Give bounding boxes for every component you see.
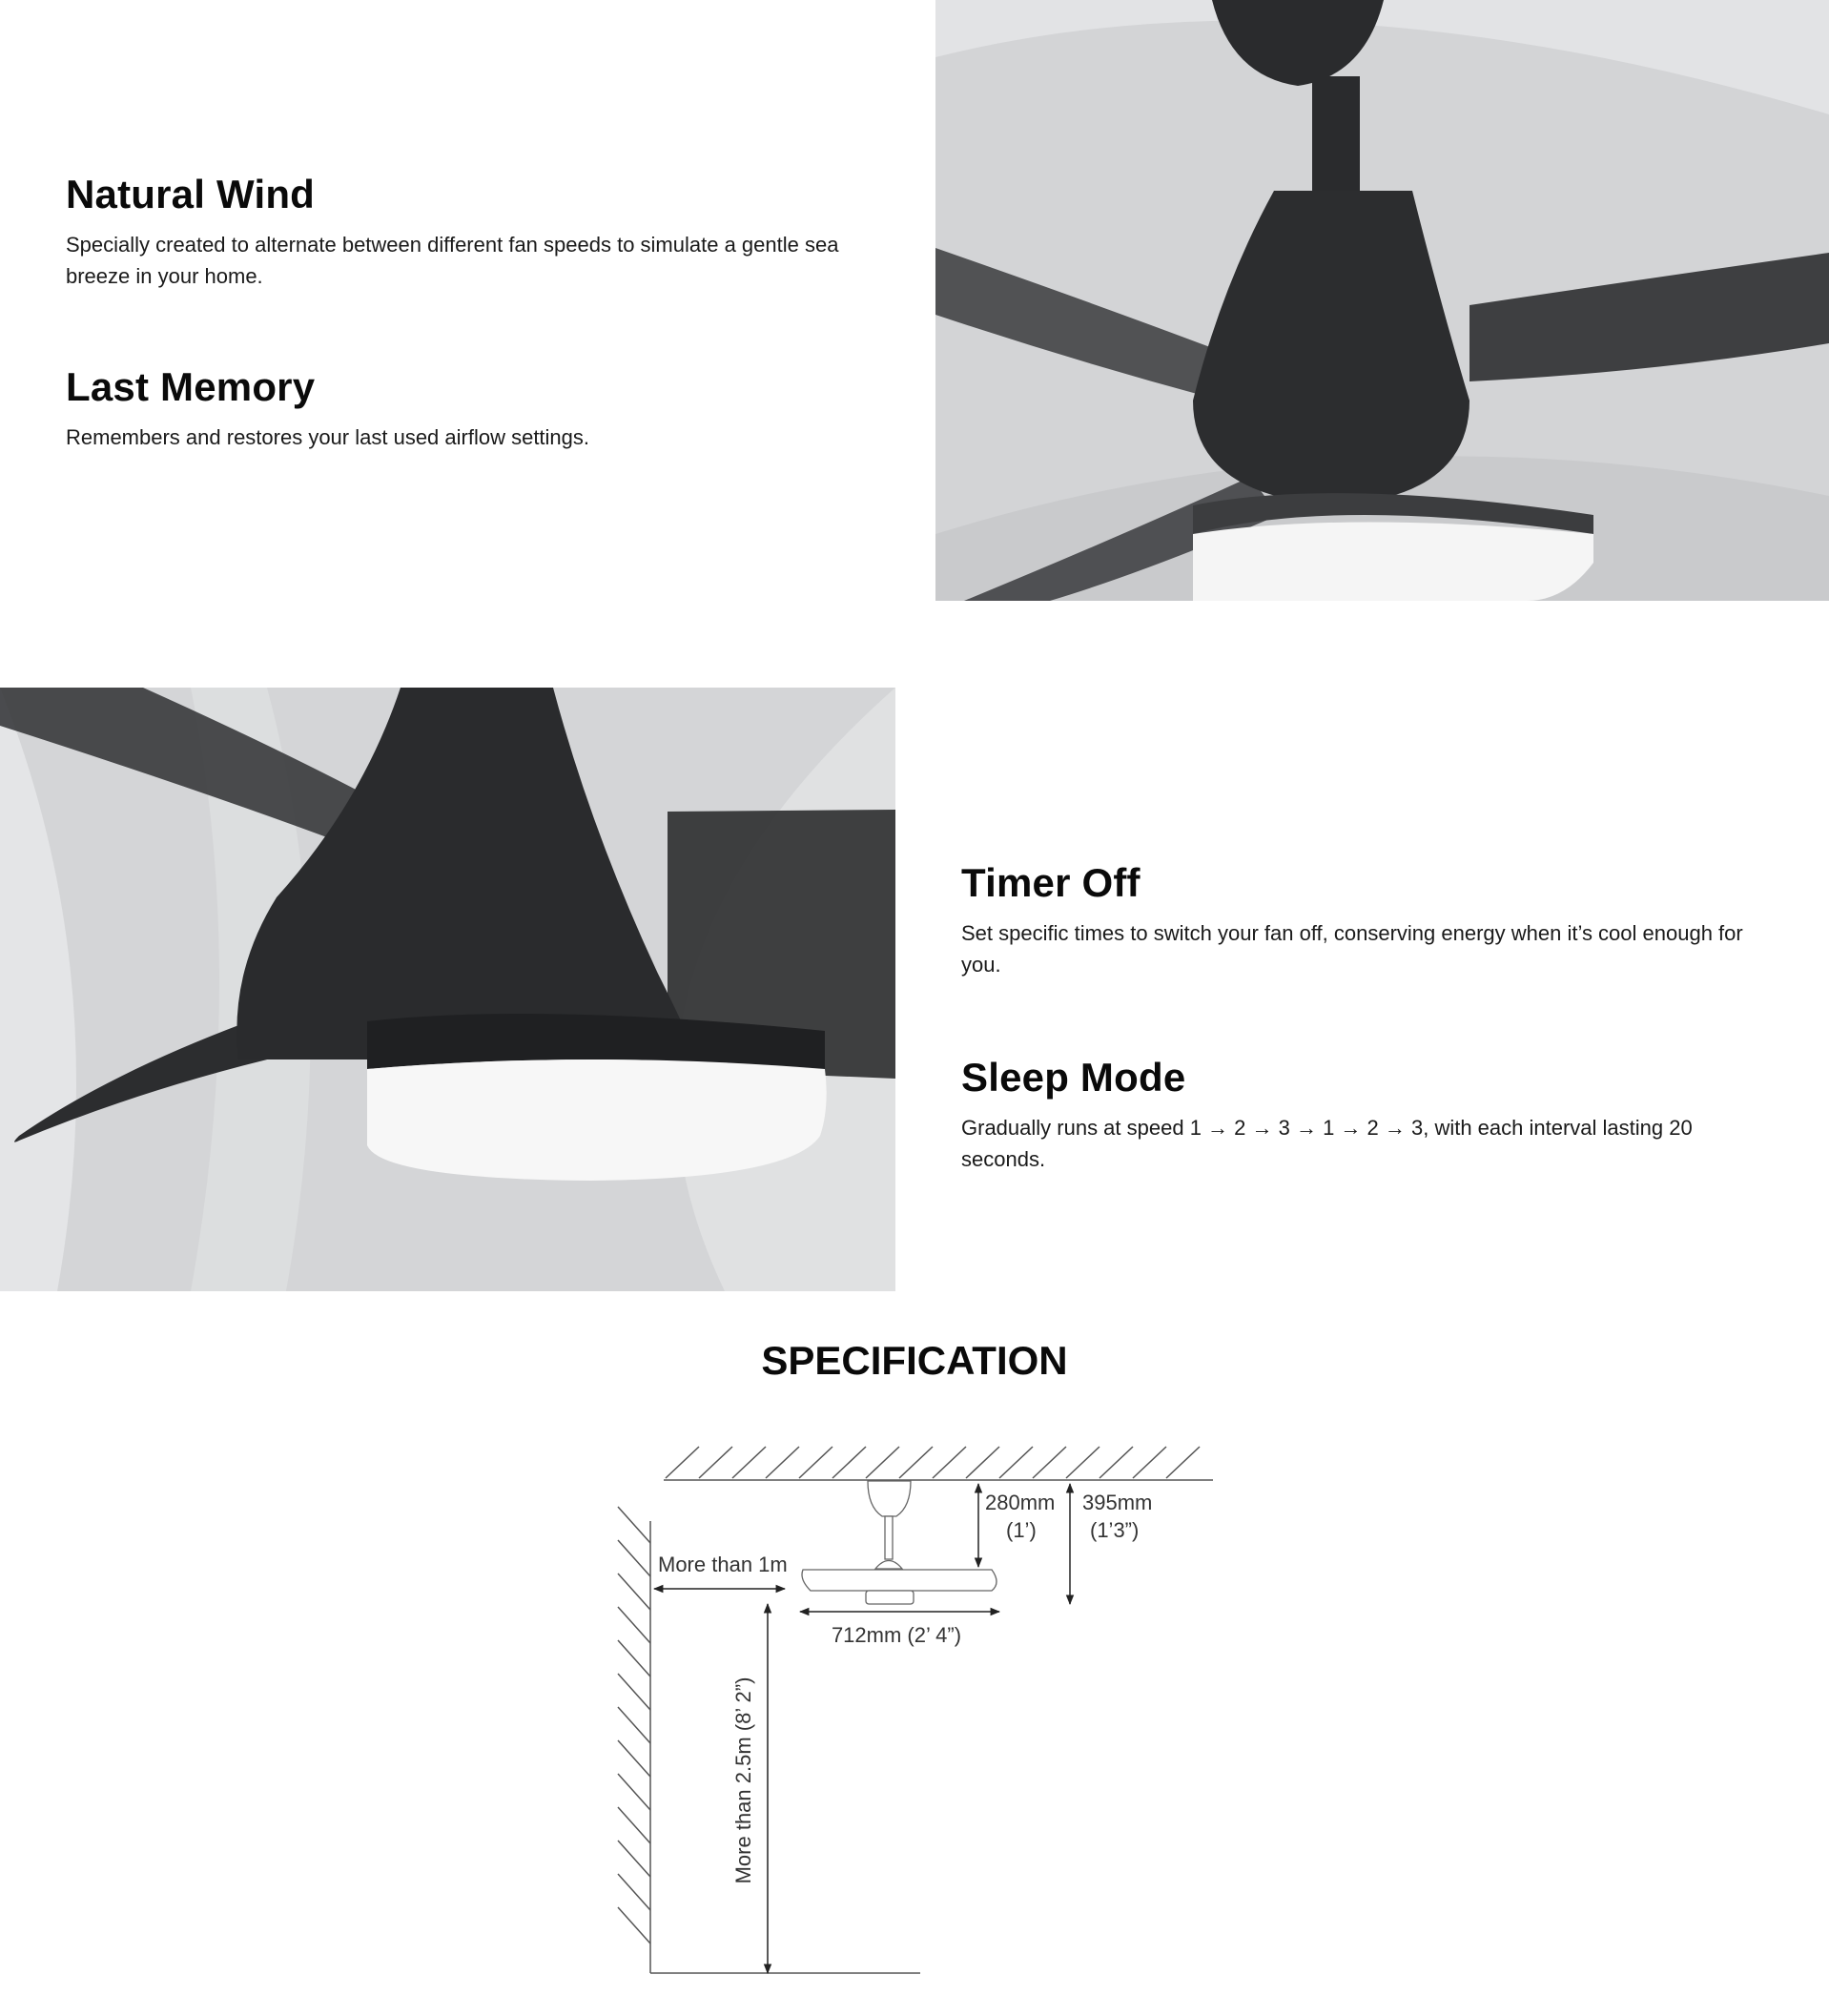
feature-description: Specially created to alternate between different fan speeds to simulate a gentle sea breeze in your home. xyxy=(66,233,839,288)
fan-outline xyxy=(802,1481,997,1604)
feature-description: Remembers and restores your last used airflow settings. xyxy=(66,425,590,449)
drop-rod-ft-label: (1’) xyxy=(1006,1518,1037,1542)
floor-clearance-label: More than 2.5m (8’ 2”) xyxy=(731,1677,755,1884)
ceiling-hatch xyxy=(664,1447,1213,1480)
feature-title: Sleep Mode xyxy=(961,1055,1186,1100)
drop-rod-mm-label: 280mm xyxy=(985,1491,1056,1514)
total-height-mm-label: 395mm xyxy=(1082,1491,1153,1514)
feature-description: Gradually runs at speed 1 → 2 → 3 → 1 → 2 → 3, with each interval lasting 20 seconds. xyxy=(961,1116,1693,1171)
feature-title: Natural Wind xyxy=(66,172,316,216)
feature-title: Timer Off xyxy=(961,860,1141,905)
diameter-label: 712mm (2’ 4”) xyxy=(831,1623,962,1647)
wall-clearance-label: More than 1m xyxy=(658,1553,788,1576)
total-height-ft-label: (1’3”) xyxy=(1090,1518,1140,1542)
feature-description: Set specific times to switch your fan off, conserving energy when it’s cool enough for you. xyxy=(961,921,1743,977)
feature-title: Last Memory xyxy=(66,364,316,409)
specification-heading: SPECIFICATION xyxy=(761,1338,1068,1383)
